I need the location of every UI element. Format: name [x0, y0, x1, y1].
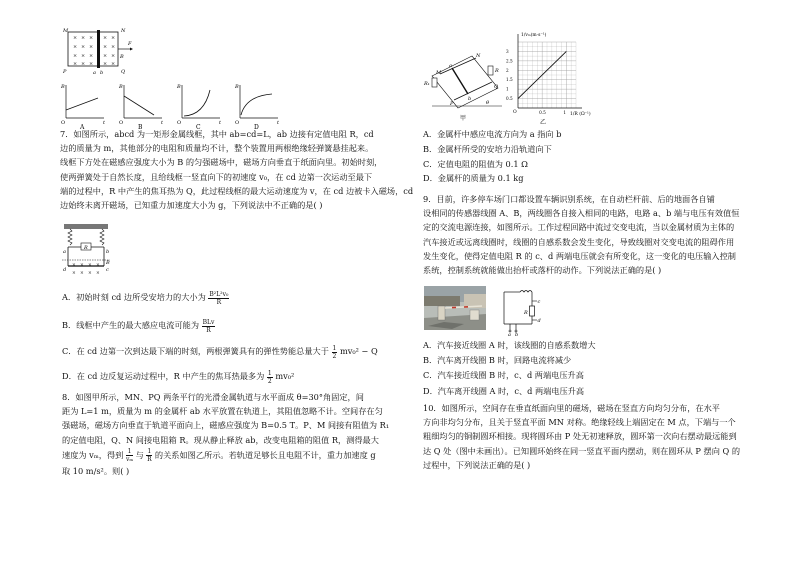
graph-a — [60, 82, 110, 130]
graph-a-xlabel: t — [103, 120, 106, 126]
graph-c-ylabel: B — [177, 84, 181, 90]
fig8-origin: O — [513, 110, 517, 115]
q8-line: 取 10 m/s²。则( ) — [62, 465, 130, 476]
q10-line: 10．如图所示，空间存在垂直纸面向里的磁场，磁场在竖直方向均匀分布，在水平 — [423, 403, 720, 413]
coil-icon — [520, 291, 532, 293]
rail-mn — [440, 58, 476, 74]
svg-text:×: × — [89, 53, 94, 59]
q7-option-d-tail: mv₀² — [275, 371, 295, 381]
graph-a-ylabel: B — [61, 84, 65, 90]
label-p: P — [63, 69, 67, 75]
caption-jia: 甲 — [460, 115, 467, 122]
svg-text:×: × — [96, 271, 100, 276]
rod-ab — [452, 68, 468, 94]
q7-option-d — [62, 369, 294, 385]
x-tick-label: 0.5 — [539, 110, 546, 115]
graph-c — [176, 82, 226, 130]
circuit-label-d: d — [537, 318, 541, 324]
q8-option-a: A．金属杆中感应电流方向为 a 指向 b — [423, 129, 562, 139]
q7-option-c-text: C．在 cd 边第一次到达最下端的时刻，两根弹簧具有的弹性势能总量大于 — [62, 346, 329, 356]
y-tick-label: 3 — [506, 48, 509, 54]
svg-text:×: × — [111, 61, 116, 67]
q9-option-d: D．汽车离开线圈 A 时，c、d 两端电压升高 — [423, 385, 585, 396]
graph-d-curve — [241, 94, 272, 115]
y-tick-label: 1.5 — [506, 77, 513, 83]
q8-line5-mid: 与 — [135, 449, 144, 460]
q9-line: 9．目前，许多停车场门口都设置车辆识别系统，在自动栏杆前、后的地面各自铺 — [423, 194, 715, 204]
frac-den: 2 — [267, 377, 272, 385]
resistor-box — [488, 66, 493, 75]
q7-label-r: R — [84, 245, 88, 251]
fig8-label-a: a — [449, 63, 452, 69]
q7-line: 线框下方处在磁感应强度大小为 B 的匀强磁场中，磁场方向垂直于纸面向里。初始时刻， — [60, 157, 383, 168]
circuit-label-r: R — [524, 310, 528, 316]
graph-c-origin: O — [177, 120, 182, 126]
q7-field-crosses — [72, 262, 100, 276]
q9-line: 汽车接近或远离线圈时，线圈的自感系数会发生变化，导致线圈对交变电流的阻碍作用 — [423, 236, 735, 247]
frac-den: R — [206, 326, 211, 334]
graph-c-curve — [184, 90, 210, 116]
svg-text:×: × — [81, 61, 86, 67]
y-tick-label: 1 — [506, 86, 509, 92]
graph-a-curve — [66, 98, 98, 110]
frac-den: R — [147, 456, 152, 464]
ceiling — [64, 224, 108, 229]
fig8-label-p: P — [450, 101, 454, 107]
frac-num: 1 — [127, 448, 132, 456]
q7-figure — [62, 222, 112, 278]
q7-line: 7．如图所示，abcd 为一矩形金属线框，其中 ab=cd=L，ab 边接有定值电阻 R，cd — [60, 129, 374, 139]
q8-line: 强磁场，磁场方向垂直于轨道平面向上，磁感应强度为 B=0.5 T。P、M 间接有阻值为 R₁ — [62, 420, 390, 431]
graph-a-caption: A — [80, 124, 85, 130]
label-n: N — [121, 28, 126, 34]
graph-d-caption: D — [254, 124, 259, 130]
q9-option-b: B．汽车离开线圈 B 时，回路电流将减少 — [423, 355, 572, 366]
frac-num: 1 — [267, 369, 272, 377]
fig8-label-b: b — [468, 96, 472, 102]
svg-text:×: × — [111, 35, 116, 41]
metal-rod — [97, 30, 100, 68]
resistor-r — [530, 306, 535, 316]
fig8-y-axis-label: 1/vₘ(m·s⁻¹) — [521, 33, 547, 38]
label-b: b — [100, 70, 104, 76]
svg-text:×: × — [89, 35, 94, 41]
x-ticks — [539, 110, 566, 115]
figure-field-frame — [60, 24, 135, 78]
q9-line: 系统，控制系统就能做出抬杆或落杆的动作。下列说法正确的是( ) — [423, 265, 662, 276]
svg-text:×: × — [72, 271, 76, 276]
fig8-label-n: N — [476, 53, 481, 59]
q8-line5 — [62, 447, 389, 464]
q7-line: 使两弹簧处于自然长度，且给线框一竖直向下的初速度 v₀，在 cd 边第一次运动至最下 — [60, 171, 373, 182]
label-b-field: B — [120, 54, 124, 60]
fig8-label-r: R — [495, 68, 499, 74]
q7-line: 边始终未离开磁场，已知重力加速度大小为 g，下列说法中不正确的是( ) — [60, 200, 323, 211]
graph-d-ylabel: B — [235, 84, 239, 90]
fraction — [126, 448, 133, 463]
fraction — [267, 370, 273, 385]
q8-line: 的定值电阻，Q、N 间接电阻箱 R。现从静止释放 ab，改变电阻箱的阻值 R，测得最大 — [62, 434, 379, 445]
svg-text:×: × — [73, 61, 78, 67]
barrier-box — [438, 306, 445, 320]
q9-stem — [423, 192, 739, 277]
graph-b-ylabel: B — [119, 84, 123, 90]
frac-den: vₘ — [125, 456, 134, 464]
label-a: a — [93, 70, 96, 76]
caption-yi: 乙 — [540, 119, 547, 126]
svg-text:×: × — [89, 44, 94, 50]
q7-option-a — [62, 290, 229, 306]
fig8-label-theta: θ — [486, 100, 490, 106]
graph-a-origin: O — [61, 120, 66, 126]
frac-den: 2 — [332, 352, 337, 360]
q8-line5-pre: 速度为 vₘ，得到 — [62, 449, 124, 460]
graph-b-origin: O — [119, 120, 124, 126]
q7-option-c — [62, 344, 378, 360]
graph-c-caption: C — [196, 124, 201, 130]
q9-options — [423, 338, 596, 399]
graph-d-origin: O — [235, 120, 240, 126]
frac-num: 1 — [147, 448, 152, 456]
q8-option-d: D．金属杆的质量为 0.1 kg — [423, 173, 524, 184]
q8-option-b: B．金属杆所受的安培力沿轨道向下 — [423, 143, 552, 154]
q9-option-c: C．汽车接近线圈 B 时，c、d 两端电压升高 — [423, 370, 584, 381]
graph-b — [118, 82, 168, 130]
circuit-label-c: c — [537, 299, 541, 305]
q7-option-b — [62, 318, 215, 334]
svg-text:×: × — [103, 35, 108, 41]
q7-label-c: c — [106, 267, 109, 273]
svg-text:×: × — [73, 35, 78, 41]
y-ticks — [506, 49, 513, 101]
label-m: M — [63, 28, 69, 34]
svg-text:×: × — [103, 53, 108, 59]
fraction — [146, 448, 152, 463]
spring-left — [68, 229, 72, 245]
q10-stem — [423, 401, 740, 472]
q10-line: 过程中，下列说法正确的是( ) — [423, 459, 531, 470]
y-tick-label: 0.5 — [506, 96, 513, 102]
q8-line5-post: 的关系如图乙所示。若轨道足够长且电阻不计，重力加速度 g — [154, 449, 376, 460]
q7-line: 边的质量为 m，其他部分的电阻和质量均不计，整个装置用两根绝缘轻弹簧悬挂起来。 — [60, 143, 374, 154]
q7-label-bfield: B — [106, 260, 110, 266]
label-f: F — [128, 41, 132, 47]
q8-stem — [62, 390, 389, 478]
frac-den: R — [216, 298, 222, 306]
field-crosses — [73, 35, 115, 67]
q7-option-a-text: A．初始时刻 cd 边所受安培力的大小为 — [62, 292, 206, 302]
parking-photo — [424, 286, 486, 330]
graph-c-xlabel: t — [219, 120, 222, 126]
svg-text:×: × — [88, 271, 92, 276]
q7-label-a: a — [63, 249, 66, 255]
graph-b-xlabel: t — [161, 120, 164, 126]
svg-text:×: × — [73, 53, 78, 59]
svg-text:×: × — [80, 263, 84, 268]
q9-line: 设相同的传感器线圈 A、B，两线圈各自接入相同的电路，电路 a、b 端与电压有效值恒 — [423, 208, 740, 219]
frac-num: BLv — [202, 318, 215, 326]
q8-figure-jia — [422, 48, 512, 110]
q10-line: 方向非均匀分布，且关于竖直平面 MN 对称。绝缘轻线上端固定在 M 点，下端与一个 — [423, 417, 736, 428]
spring-right — [100, 229, 104, 245]
fig8-x-axis-label: 1/R (Ω⁻¹) — [570, 112, 591, 117]
q8-option-c: C．定值电阻的阻值为 0.1 Ω — [423, 158, 528, 169]
fig8-label-q: Q — [494, 84, 499, 90]
q7-option-d-text: D．在 cd 边反复运动过程中，R 中产生的焦耳热最多为 — [62, 371, 265, 381]
graph-b-curve — [124, 96, 154, 115]
frac-num: 1 — [332, 344, 337, 352]
graph-d — [234, 82, 284, 130]
y-tick-label: 2 — [506, 67, 509, 73]
q8-line: 8．如图甲所示，MN、PQ 两条平行的光滑金属轨道与水平面成 θ=30°角固定，间 — [62, 392, 364, 402]
fig8-label-m: M — [436, 70, 442, 76]
svg-text:×: × — [81, 53, 86, 59]
grid — [518, 42, 576, 108]
label-q: Q — [121, 69, 126, 75]
q7-line: 端的过程中，R 中产生的焦耳热为 Q，此过程线框的最大运动速度为 v，在 cd 边被卡入磁场，cd — [60, 185, 414, 196]
q9-line: 定的交流电源连接，如图所示。工作过程回路中流过交变电流，当以金属材质为主体的 — [423, 222, 735, 233]
q10-line: 达 Q 处（图中未画出）。已知圆环始终在同一竖直平面内摆动，则在圆环从 P 摆向 Q 的 — [423, 445, 741, 456]
svg-text:×: × — [81, 44, 86, 50]
graph-b-caption: B — [138, 124, 143, 130]
circuit-label-a: a — [508, 332, 511, 336]
svg-text:×: × — [103, 61, 108, 67]
q7-stem — [60, 127, 413, 212]
svg-text:×: × — [72, 263, 76, 268]
fraction — [202, 319, 216, 334]
q7-option-b-text: B．线框中产生的最大感应电流可能为 — [62, 320, 200, 330]
q8-line: 距为 L=1 m，质量为 m 的金属杆 ab 水平放置在轨道上，其阻值忽略不计。空间存在匀 — [62, 406, 383, 417]
q10-line: 粗细均匀的铜制圆环相接。现将圆环由 P 处无初速释放，圆环第一次向右摆动最远能到 — [423, 431, 737, 442]
resistor-r1 — [432, 78, 437, 87]
fraction — [208, 291, 229, 306]
graph-d-xlabel: t — [277, 120, 280, 126]
q7-option-c-tail: mv₀² − Q — [339, 346, 378, 356]
q8-figure-yi — [504, 30, 592, 118]
q9-circuit — [496, 286, 542, 336]
svg-text:×: × — [111, 53, 116, 59]
svg-text:×: × — [89, 61, 94, 67]
svg-text:×: × — [111, 44, 116, 50]
frac-num: B²L²v₀ — [209, 290, 229, 298]
fraction — [332, 345, 338, 360]
svg-text:×: × — [80, 271, 84, 276]
svg-text:×: × — [88, 263, 92, 268]
q9-line: 发生变化，使得定值电阻 R 的 c、d 两端电压就会有所变化，这一变化的电压输入控制 — [423, 250, 736, 261]
svg-text:×: × — [103, 44, 108, 50]
svg-text:×: × — [81, 35, 86, 41]
svg-text:×: × — [96, 263, 100, 268]
svg-text:×: × — [73, 44, 78, 50]
q7-label-b: b — [106, 249, 110, 255]
q7-label-d: d — [63, 267, 67, 273]
circuit-label-b: b — [515, 332, 519, 336]
q9-option-a: A．汽车接近线圈 A 时，该线圈的自感系数增大 — [423, 340, 596, 350]
x-tick-label: 1 — [563, 110, 567, 115]
rail-pq — [454, 82, 492, 100]
y-tick-label: 2.5 — [506, 58, 513, 64]
q8-options — [423, 127, 561, 186]
fig8-label-r1: R₁ — [424, 81, 430, 87]
